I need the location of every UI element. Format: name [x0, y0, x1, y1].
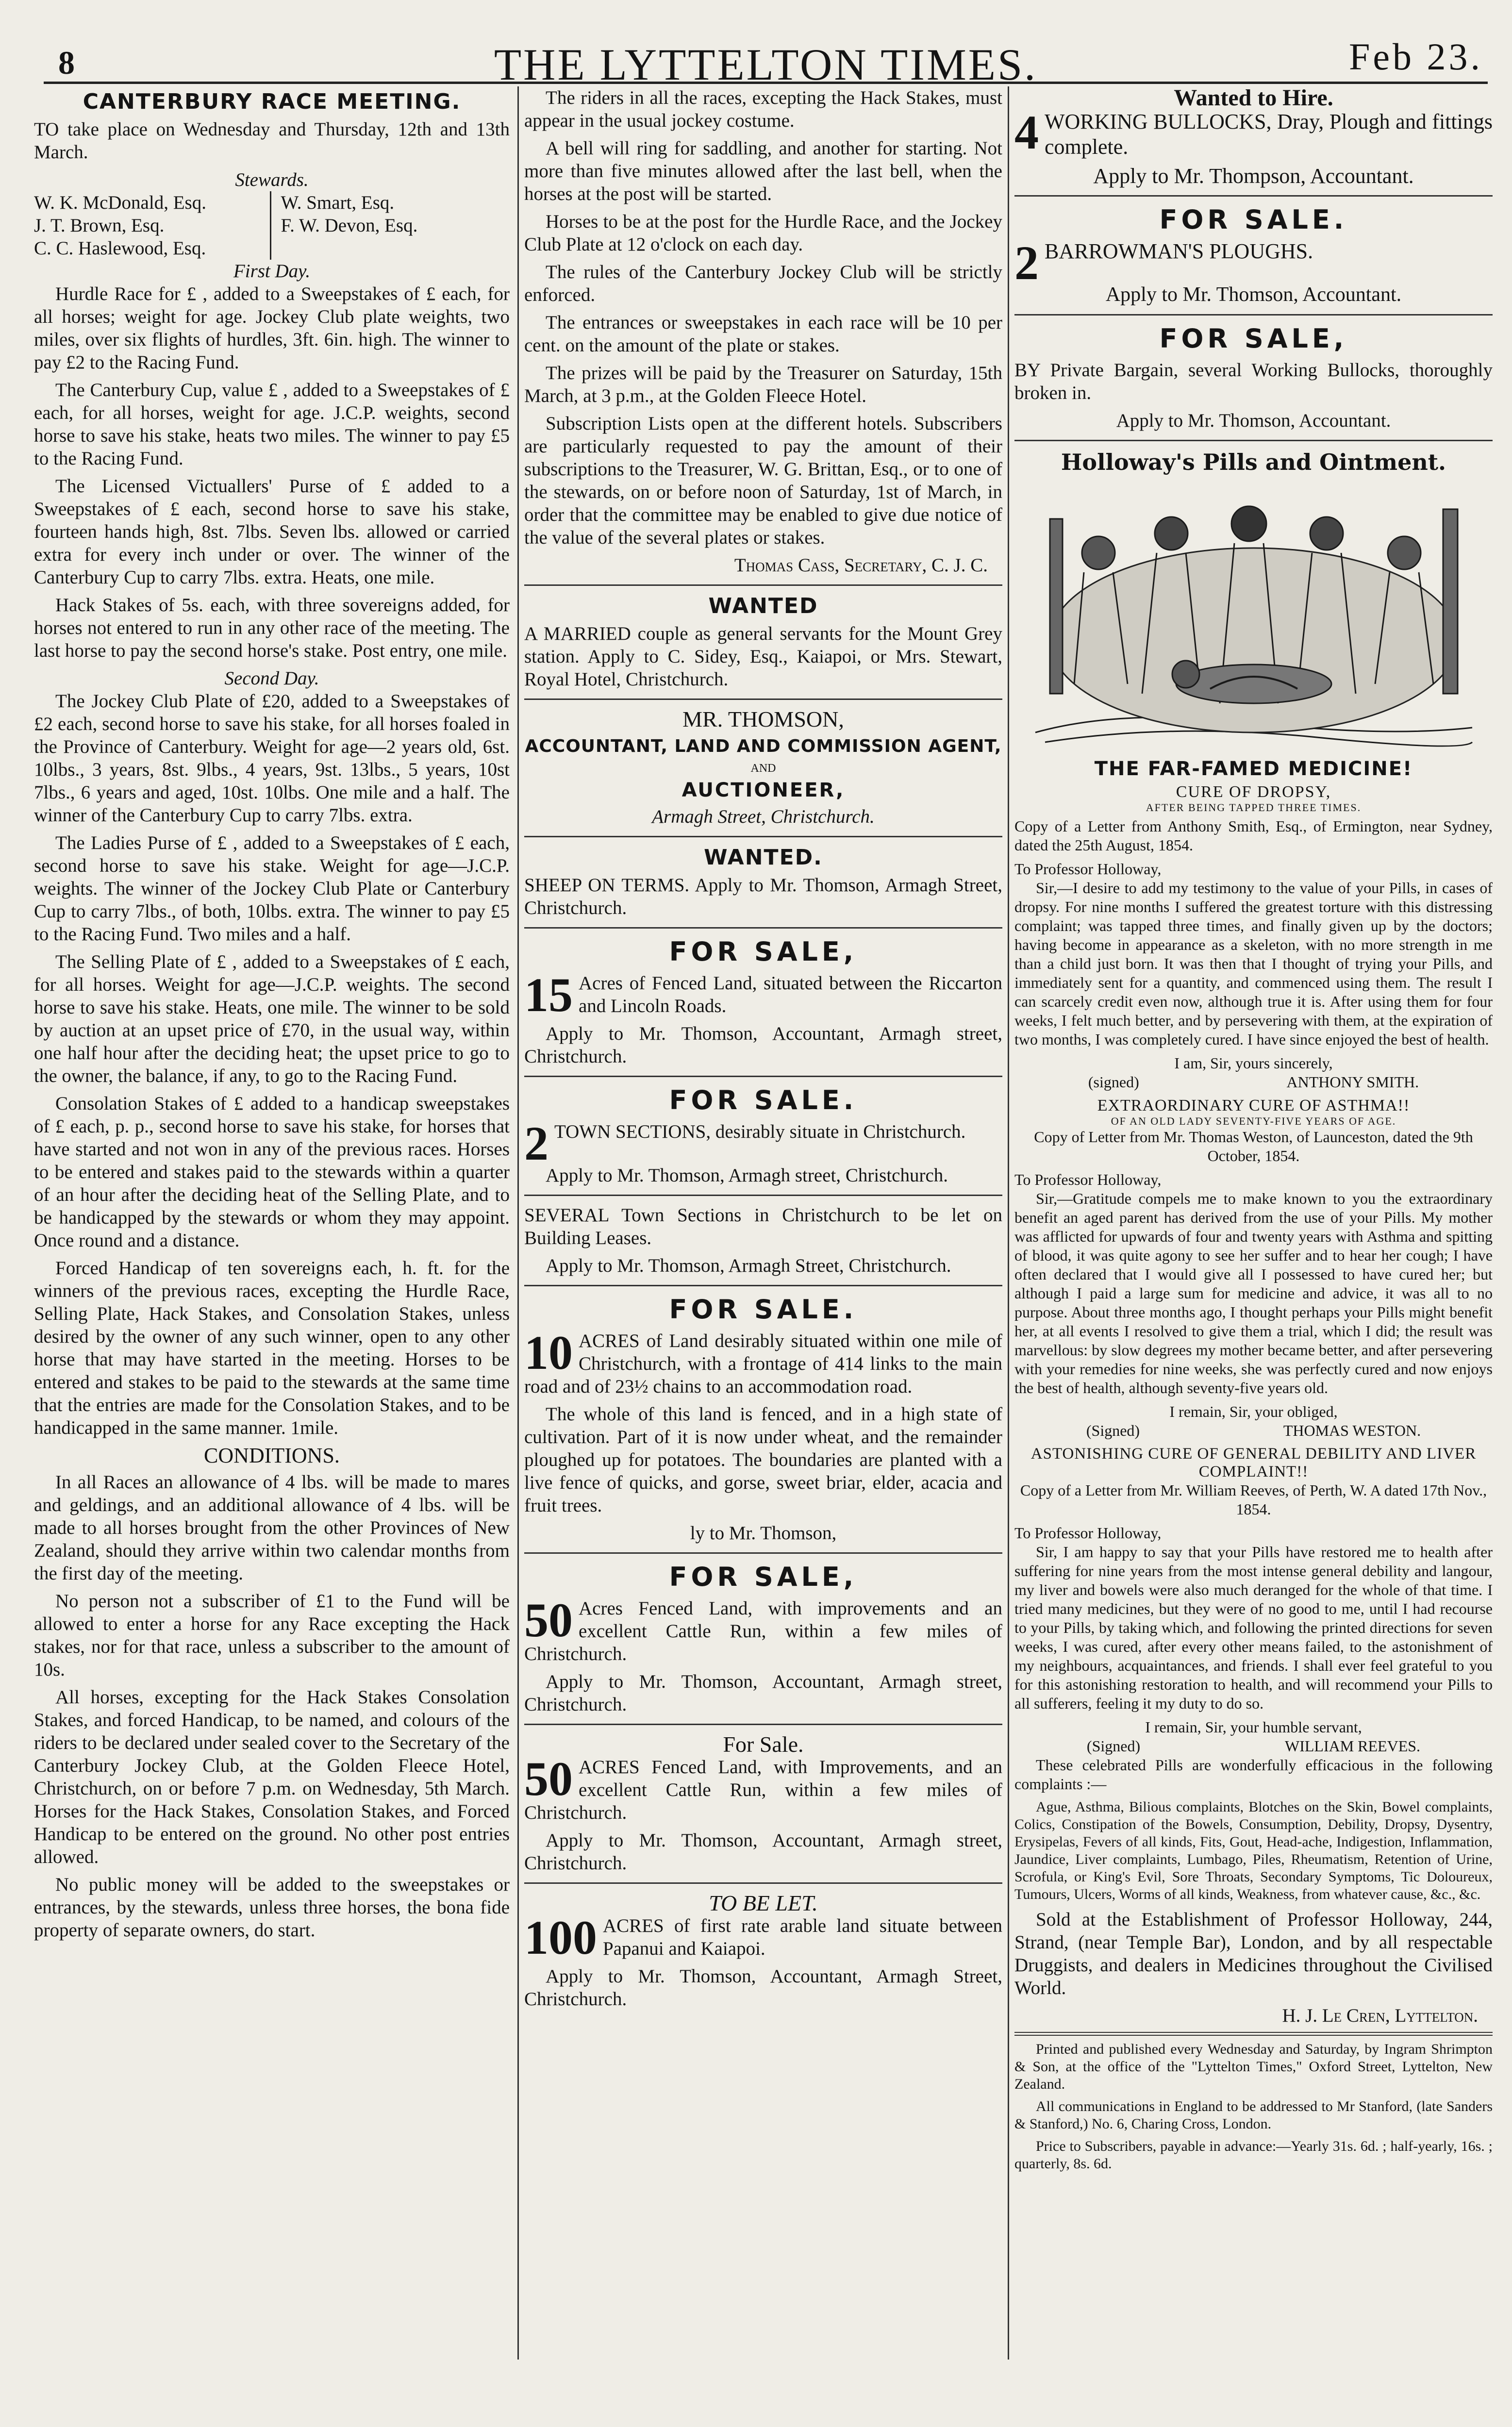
for-sale-heading: FOR SALE, [669, 1562, 858, 1592]
steward: J. T. Brown, Esq. [34, 215, 165, 236]
page-number: 8 [58, 44, 75, 81]
thomson-address: Armagh Street, Christchurch. [652, 806, 875, 827]
ad-apply: Apply to Mr. Thomson, Accountant, Armagh Street, Christchurch. [524, 1966, 1002, 2010]
ad-apply: ly to Mr. Thomson, [690, 1523, 837, 1544]
for-sale-heading: For Sale. [723, 1732, 804, 1757]
letter-intro: Copy of a Letter from Anthony Smith, Esq., of Ermington, near Sydney, dated the 25th August, 1854. [1014, 817, 1493, 854]
letter-salutation: To Professor Holloway, [1014, 1171, 1162, 1188]
race-entry: The Jockey Club Plate of £20, added to a Sweepstakes of £2 each, second horse to save his stake, for all horses foaled in the Province of Canterbury. Weight for age—2 years old, 6st. 10lbs., 3 years, 8st. 9lbs., 4 years, 9st. 13lbs., 5 years, 10st 7lbs., 6 years and aged, 10st. 10lbs. One mile and a half. The winner of the Canterbury Cup to carry 7lbs. extra. [34, 691, 510, 826]
column-divider [1008, 86, 1009, 2360]
for-sale-heading: FOR SALE. [669, 1294, 858, 1325]
letter-closing: I remain, Sir, your humble servant, [1145, 1718, 1362, 1736]
race-entry: Hurdle Race for £ , added to a Sweepstakes of £ each, for all horses; weight for age. Jockey Club plate weights, two miles, over six flights of hurdles, 3ft. 6in. high. The winner to pay £2 to the Racing Fund. [34, 283, 510, 373]
race-rule: The riders in all the races, excepting the Hack Stakes, must appear in the usual jockey costume. [524, 87, 1002, 131]
imprint: Printed and published every Wednesday and Saturday, by Ingram Shrimpton & Son, at the office of the "Lyttelton Times," Oxford Street, Lyttelton, New Zealand. [1014, 2041, 1493, 2092]
race-rule: A bell will ring for saddling, and another for starting. Not more than five minutes allowed after the last bell, when the horses at the post will be started. [524, 138, 1002, 204]
letter-intro: Copy of a Letter from Mr. William Reeves, of Perth, W. A dated 17th Nov., 1854. [1020, 1481, 1487, 1518]
dropsy-subheading: AFTER BEING TAPPED THREE TIMES. [1146, 801, 1362, 814]
ad-apply: Apply to Mr. Thomson, Armagh Street, Christchurch. [546, 1255, 951, 1276]
race-intro: TO take place on Wednesday and Thursday, 12th and 13th March. [34, 119, 510, 163]
divider [1014, 2032, 1493, 2033]
race-entry: Hack Stakes of 5s. each, with three sovereigns added, for horses not entered to run in any other race of the meeting. The last horse to pay the second horse's stake. Post entry, one mile. [34, 595, 510, 661]
wanted-heading: WANTED. [704, 845, 823, 870]
divider [524, 584, 1002, 586]
holloway-heading: Holloway's Pills and Ointment. [1061, 449, 1446, 475]
ad-apply: Apply to Mr. Thomson, Accountant, Armagh street, Christchurch. [524, 1671, 1002, 1715]
hire-heading: Wanted to Hire. [1174, 86, 1333, 111]
secretary-signature: Thomas Cass, Secretary, C. J. C. [734, 555, 988, 576]
signed-label: (Signed) [1086, 1737, 1141, 1755]
ad-apply: Apply to Mr. Thomson, Accountant, Armagh street, Christchurch. [524, 1023, 1002, 1067]
town-sections-ad: SEVERAL Town Sections in Christchurch to be let on Building Leases. [524, 1205, 1002, 1248]
letter-body: Sir,—Gratitude compels me to make known to you the extraordinary benefit an aged parent has derived from the use of your Pills. My mother was afflicted for upwards of four and twenty years with Asthma and spitting of blood, it was quite agony to see her suffer and to hear her cough; I have often declared that I would give all I possessed to have cured her; but although I paid a large sum for medicine and advice, it was all to no purpose. About three months ago, I thought perhaps your Pills might benefit her, at all events I resolved to give them a trial, which I did; the result was marvellous: by slow degrees my mother became better, and after persevering with your remedies for nine weeks, she was perfectly cured and now enjoys the best of health, although seventy-five years old. [1014, 1190, 1493, 1396]
divider [1014, 195, 1493, 197]
debility-heading: ASTONISHING CURE OF GENERAL DEBILITY AND LIVER COMPLAINT!! [1030, 1445, 1477, 1480]
ad-text: The whole of this land is fenced, and in a high state of cultivation. Part of it is now under wheat, and the remainder ploughed up for potatoes. The boundaries are planted with a live fence of quicks, and gorse, sweet briar, elder, acacia and fruit trees. [524, 1404, 1002, 1516]
complaints-list: Ague, Asthma, Bilious complaints, Blotches on the Skin, Bowel complaints, Colics, Constipation of the Bowels, Consumption, Debility, Dropsy, Dysentry, Erysipelas, Fevers of all kinds, Fits, Gout, Head-ache, Indigestion, Inflammation, Jaundice, Liver complaints, Lumbago, Piles, Rheumatism, Retention of Urine, Scrofula, or King's Evil, Sore Throats, Secondary Symptoms, Tic Doloureux, Tumours, Ulcers, Worms of all kinds, Weakness, from whatever cause, &c., &c. [1014, 1799, 1493, 1902]
for-sale-heading: FOR SALE. [669, 1085, 858, 1115]
masthead [39, 25, 1493, 89]
for-sale-heading: FOR SALE, [1159, 323, 1348, 354]
ad-apply: Apply to Mr. Thomson, Accountant. [1105, 283, 1402, 306]
ad-text: ACRES of Land desirably situated within one mile of Christchurch, with a frontage of 414 links to the main road and of 23½ chains to an accommodation road. [524, 1330, 1002, 1397]
thomson-role: ACCOUNTANT, LAND AND COMMISSION AGENT, [525, 736, 1002, 756]
letter-salutation: To Professor Holloway, [1014, 860, 1162, 878]
race-entry: The Canterbury Cup, value £ , added to a Sweepstakes of £ each, for all horses, weight for age. J.C.P. weights, second horse to save his stake, heats two miles. The winner to pay £5 to the Racing Fund. [34, 380, 510, 469]
divider [524, 1285, 1002, 1286]
signatory: THOMAS WESTON. [1283, 1422, 1421, 1439]
thomson-name: MR. THOMSON, [682, 707, 844, 731]
newspaper-title: THE LYTTELTON TIMES. [494, 40, 1038, 89]
divider [1014, 440, 1493, 441]
ad-text: Acres Fenced Land, with improvements and an excellent Cattle Run, within a few miles of Christchurch. [524, 1598, 1002, 1664]
first-day-heading: First Day. [233, 261, 311, 282]
signatory: ANTHONY SMITH. [1286, 1073, 1419, 1091]
ad-text: WORKING BULLOCKS, Dray, Plough and fittings complete. [1045, 110, 1493, 159]
divider [524, 1724, 1002, 1725]
sold-at: Sold at the Establishment of Professor Holloway, 244, Strand, (near Temple Bar), London, and by all respectable Druggists, and dealers in Medicines throughout the Civilised World. [1014, 1909, 1493, 1998]
wanted-heading: WANTED [708, 594, 818, 618]
race-entry: Forced Handicap of ten sovereigns each, h. ft. for the winners of the previous races, excepting the Hurdle Race, Selling Plate, Hack Stakes, and Consolation Stakes, unless desired by the owner of any such winner, open to any other horse that may have started in the meeting. Horses to be entered and stakes to be paid to the stewards at the same time that the entries are made for the Consolation Stakes, and to be handicapped in the same manner. 1mile. [34, 1258, 510, 1438]
divider [524, 1552, 1002, 1554]
column-holloway [1014, 86, 1493, 2413]
ad-number: 2 [524, 1116, 548, 1170]
condition-paragraph: All horses, excepting for the Hack Stakes Consolation Stakes, and forced Handicap, to be named, and colours of the riders to be declared under sealed cover to the Secretary of the Canterbury Jockey Club, at the Golden Fleece Hotel, Christchurch, on or before 7 p.m. on Wednesday, 5th March. Horses for the Hack Stakes, Consolation Stakes, and Forced Handicap to be entered on the ground. No other post entries allowed. [34, 1687, 510, 1867]
race-rule: The entrances or sweepstakes in each race will be 10 per cent. on the amount of the plate or stakes. [524, 312, 1002, 356]
letter-closing: I am, Sir, yours sincerely, [1174, 1054, 1333, 1072]
signed-label: (signed) [1088, 1073, 1139, 1091]
divider [524, 1076, 1002, 1077]
ad-text: BARROWMAN'S PLOUGHS. [1045, 239, 1313, 263]
letter-salutation: To Professor Holloway, [1014, 1524, 1162, 1542]
race-rule: The prizes will be paid by the Treasurer on Saturday, 15th March, at 3 p.m., at the Golden Fleece Hotel. [524, 363, 1002, 406]
ad-number: 2 [1014, 236, 1039, 290]
steward: W. K. McDonald, Esq. [34, 192, 206, 213]
masthead-rule [44, 82, 1488, 84]
signatory: WILLIAM REEVES. [1284, 1737, 1421, 1755]
divider [524, 1882, 1002, 1884]
bullocks-ad: BY Private Bargain, several Working Bullocks, thoroughly broken in. [1014, 360, 1493, 403]
ad-number: 4 [1014, 105, 1039, 159]
ad-number: 15 [524, 968, 573, 1022]
race-meeting-title: CANTERBURY RACE MEETING. [83, 89, 461, 114]
letter-intro: Copy of Letter from Mr. Thomas Weston, of Launceston, dated the 9th October, 1854. [1034, 1128, 1473, 1164]
ad-text: ACRES of first rate arable land situate between Papanui and Kaiapoi. [603, 1915, 1002, 1959]
race-rule: Subscription Lists open at the different hotels. Subscribers are particularly requested to pay the amount of their subscriptions to the Treasurer, W. G. Brittan, Esq., or to one of the stewards, on or before noon of Saturday, 1st of March, in order that the committee may be enabled to give due notice of the value of the several plates or stakes. [524, 413, 1002, 548]
condition-paragraph: No public money will be added to the sweepstakes or entrances, by the stewards, unless three horses, the bona fide property of separate owners, do start. [34, 1874, 510, 1941]
race-entry: The Selling Plate of £ , added to a Sweepstakes of £ each, for all horses. Weight for age—J.C.P. weights. The second horse to save his stake. Heats, one mile. The winner to be sold by auction at an upset price of £70, in the usual way, within one half hour after the deciding heat; the upset price to go to the owner, the balance, if any, to go to the Racing Fund. [34, 951, 510, 1086]
sheep-ad: SHEEP ON TERMS. Apply to Mr. Thomson, Armagh Street, Christchurch. [524, 875, 1002, 918]
steward: W. Smart, Esq. [281, 192, 395, 213]
divider [1014, 314, 1493, 316]
divider [524, 836, 1002, 837]
ad-number: 50 [524, 1593, 573, 1647]
far-famed-heading: THE FAR-FAMED MEDICINE! [1094, 758, 1413, 780]
conditions-heading: CONDITIONS. [204, 1444, 340, 1467]
stewards-list [34, 191, 510, 260]
thomson-auctioneer: AUCTIONEER, [681, 779, 845, 801]
divider [524, 927, 1002, 929]
asthma-heading: EXTRAORDINARY CURE OF ASTHMA!! [1097, 1097, 1410, 1114]
holloway-engraving-illustration [1026, 480, 1482, 752]
signed-label: (Signed) [1086, 1422, 1140, 1439]
divider [524, 698, 1002, 700]
london-address: All communications in England to be addressed to Mr Stanford, (late Sanders & Stanford,) No. 6, Charing Cross, London. [1014, 2098, 1493, 2132]
letter-body: Sir, I am happy to say that your Pills have restored me to health after suffering for nine years from the most intense general debility and langour, my liver and bowels were also much deranged for the whole of that time. I tried many medicines, but they were of no good to me, until I had recourse to your Pills, by taking which, and following the printed directions for seven weeks, I was cured, after every other means failed, to the astonishment of my neighbours, acquaintances, and friends. I shall ever feel grateful to you for this astonishing restoration to health, and will recommend your Pills to all sufferers, feeling it my duty to do so. [1014, 1543, 1493, 1712]
thomson-and: AND [750, 762, 776, 775]
ad-text: TOWN SECTIONS, desirably situate in Christchurch. [554, 1121, 966, 1142]
condition-paragraph: In all Races an allowance of 4 lbs. will be made to mares and geldings, and an additional allowance of 4 lbs. will be made to all horses brought from the other Provinces of New Zealand, should they arrive within two calendar months from the first day of the meeting. [34, 1472, 510, 1584]
wanted-servants-ad: A MARRIED couple as general servants for the Mount Grey station. Apply to C. Sidey, Esq., Kaiapoi, or Mrs. Stewart, Royal Hotel, Christchurch. [524, 623, 1002, 690]
ad-text: Acres of Fenced Land, situated between the Riccarton and Lincoln Roads. [579, 973, 1002, 1016]
to-be-let-heading: TO BE LET. [709, 1891, 818, 1915]
condition-paragraph: No person not a subscriber of £1 to the Fund will be allowed to enter a horse for any Race excepting the Hack stakes, nor for that race, unless a subscriber to the amount of 10s. [34, 1591, 510, 1680]
divider [1014, 2035, 1493, 2036]
column-divider [517, 86, 519, 2360]
column-advertisements [524, 86, 1002, 2413]
ad-apply: Apply to Mr. Thompson, Accountant. [1093, 164, 1414, 188]
race-entry: Consolation Stakes of £ added to a handicap sweepstakes of £ each, p. p., second horse to save his stake, for horses that have started and not won in any of the previous races. Horses to be entered and stakes paid to the stewards within a quarter of an hour after the deciding heat of the Selling Plate, and to be handicapped by the stewards or whom they may appoint. Once round and a distance. [34, 1093, 510, 1251]
issue-date: Feb 23. [1349, 35, 1483, 78]
stewards-label: Stewards. [235, 169, 309, 190]
ad-number: 50 [524, 1752, 573, 1806]
asthma-subheading: OF AN OLD LADY SEVENTY-FIVE YEARS OF AGE. [1111, 1115, 1396, 1127]
steward: C. C. Haslewood, Esq. [34, 238, 206, 259]
ad-apply: Apply to Mr. Thomson, Accountant. [1116, 410, 1391, 431]
race-entry: The Licensed Victuallers' Purse of £ added to a Sweepstakes of £ each, second horse to save his stake, fourteen hands high, 8st. 7lbs. Seven lbs. allowed or carried extra for every inch under or over. The winner of the Canterbury Cup to carry 7lbs. extra. Heats, one mile. [34, 476, 510, 588]
dropsy-heading: CURE OF DROPSY, [1176, 783, 1331, 801]
column-race-meeting [34, 86, 510, 2413]
race-rule: Horses to be at the post for the Hurdle Race, and the Jockey Club Plate at 12 o'clock on each day. [524, 211, 1002, 255]
ad-number: 10 [524, 1326, 573, 1380]
letter-closing: I remain, Sir, your obliged, [1169, 1403, 1338, 1420]
letter-body: Sir,—I desire to add my testimony to the value of your Pills, in cases of dropsy. For nine months I suffered the greatest torture with this distressing complaint; was tapped three times, and finally given up by the doctors; having become in appearance as a skeleton, with no more strength in me than a child just born. It was then that I thought of trying your Pills, and immediately sent for a quantity, and commenced using them. The result I can scarcely credit even now, although true it is. After using them for four weeks, I felt much better, and by persevering with them, at the expiration of two months, I was completely cured. I have since enjoyed the best of health. [1014, 879, 1493, 1048]
steward: F. W. Devon, Esq. [281, 215, 418, 236]
ad-apply: Apply to Mr. Thomson, Armagh street, Christchurch. [546, 1165, 948, 1186]
race-entry: The Ladies Purse of £ , added to a Sweepstakes of £ each, second horse to save his stake. Weight for age—J.C.P. weights. The winner of the Jockey Club Plate or Canterbury Cup to carry 7lbs., of both, 10lbs. extra. The winner to pay £5 to the Racing Fund. Two miles and a half. [34, 832, 510, 945]
ad-apply: Apply to Mr. Thomson, Accountant, Armagh street, Christchurch. [524, 1830, 1002, 1874]
local-agent: H. J. Le Cren, Lyttelton. [1282, 2005, 1478, 2026]
divider [524, 1195, 1002, 1196]
second-day-heading: Second Day. [224, 668, 319, 689]
efficacy-intro: These celebrated Pills are wonderfully efficacious in the following complaints :— [1014, 1756, 1493, 1793]
for-sale-heading: FOR SALE. [1159, 204, 1348, 235]
for-sale-heading: FOR SALE, [669, 936, 858, 967]
subscription-price: Price to Subscribers, payable in advance:—Yearly 31s. 6d. ; half-yearly, 16s. ; quarterly, 8s. 6d. [1014, 2138, 1493, 2172]
ad-text: ACRES Fenced Land, with Improvements, and an excellent Cattle Run, within a few miles of Christchurch. [524, 1757, 1002, 1823]
ad-number: 100 [524, 1911, 597, 1964]
race-rule: The rules of the Canterbury Jockey Club will be strictly enforced. [524, 262, 1002, 305]
